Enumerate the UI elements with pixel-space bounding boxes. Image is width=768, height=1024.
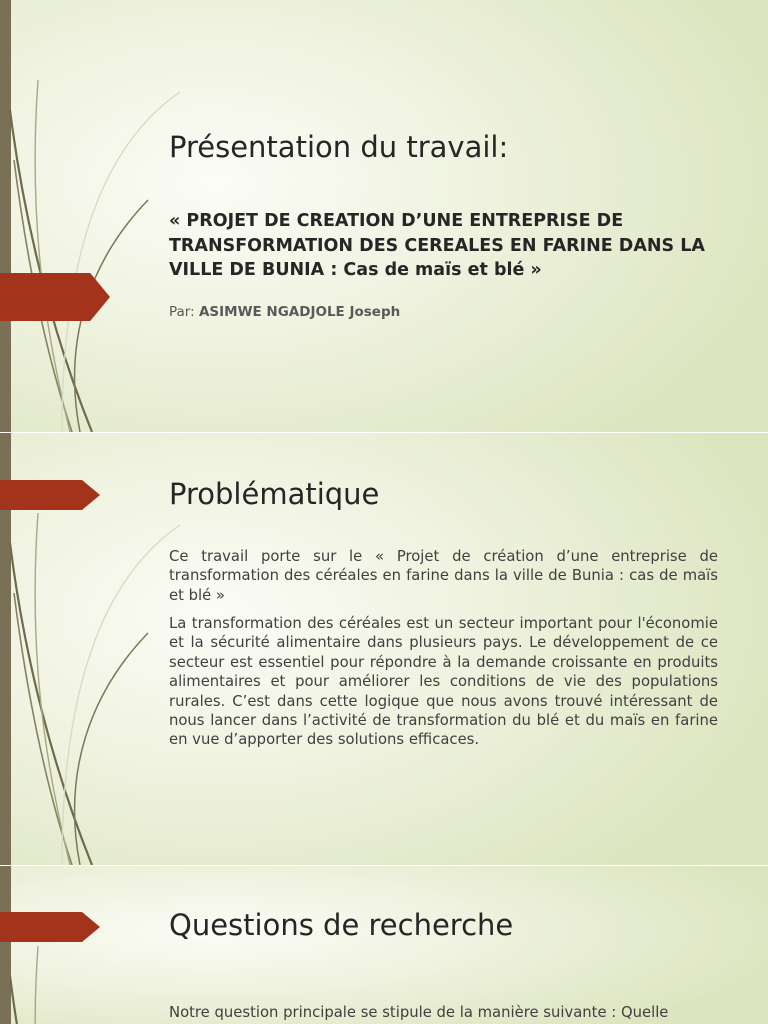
slide-title: Problématique <box>169 477 380 511</box>
author-line <box>169 304 400 320</box>
slide-3 <box>0 866 768 1024</box>
arrow-tag <box>0 273 110 321</box>
project-title: « PROJET DE CREATION D’UNE ENTREPRISE DE TRANSFORMATION DES CEREALES EN FARINE DANS LA VILLE DE BUNIA : Cas de maïs et blé » <box>169 211 705 280</box>
slide-2 <box>0 433 768 865</box>
decorative-swoosh <box>0 866 200 1024</box>
slide-title: Questions de recherche <box>169 908 514 942</box>
slide-1 <box>0 0 768 432</box>
arrow-tag <box>0 480 100 510</box>
body-paragraph: Notre question principale se stipule de la manière suivante : Quelle <box>169 1004 669 1021</box>
author-name: ASIMWE NGADJOLE Joseph <box>198 304 401 320</box>
body-paragraph: La transformation des céréales est un secteur important pour l'économie et la sécurité alimentaire dans plusieurs pays. Le développement de ce secteur est essentiel pour répondre à la demande croissante en produits alimentaires et pour améliorer les conditions de vie des populations rurales. C’est dans cette logique que nous avons trouvé intéressant de nous lancer dans l’activité de transformation du blé et du maïs en farine en vue d’apporter des solutions efficaces. <box>169 615 718 749</box>
slide-title: Présentation du travail: <box>169 130 509 164</box>
author-prefix: Par: <box>169 304 199 320</box>
arrow-tag <box>0 912 100 942</box>
body-paragraph: Ce travail porte sur le « Projet de création d’une entreprise de transformation des céréales en farine dans la ville de Bunia : cas de maïs et blé » <box>169 548 718 604</box>
